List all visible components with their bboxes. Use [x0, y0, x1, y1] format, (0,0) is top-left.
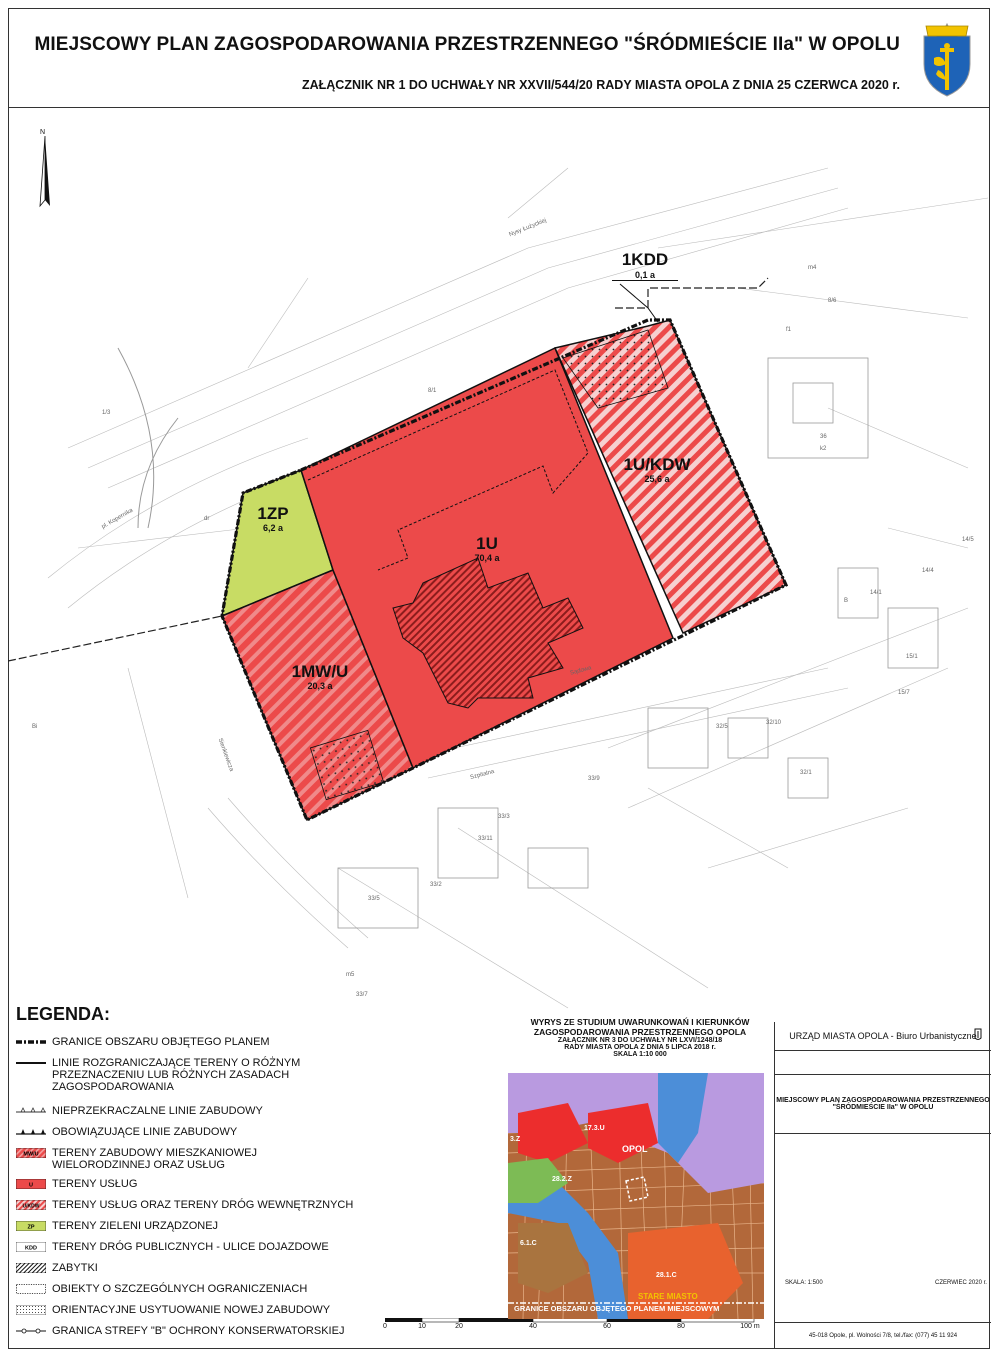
parcel-label: 33/9 — [588, 776, 600, 782]
svg-text:U: U — [29, 1182, 33, 1189]
parcel-label: 8/6 — [828, 298, 837, 304]
page-subtitle: ZAŁĄCZNIK NR 1 DO UCHWAŁY NR XXVII/544/20 RADY MIASTA OPOLA Z DNIA 25 CZERWCA 2020 r. — [301, 78, 900, 92]
inset-label: 3.Z — [510, 1136, 521, 1143]
special-objects-dotted-icon — [16, 1284, 46, 1294]
parcel-label: k2 — [820, 446, 827, 452]
scale-tick: 100 m — [740, 1323, 760, 1330]
parcel-label: 33/3 — [498, 814, 510, 820]
inset-label: STARE MIASTO — [638, 1292, 698, 1301]
plan-boundary-line-icon — [16, 1037, 46, 1047]
parcel-label: 33/2 — [430, 882, 442, 888]
road-curve — [118, 348, 154, 528]
inset-label: 6.1.C — [520, 1240, 537, 1247]
street-label: Sienkiewicza — [216, 737, 235, 773]
parcel-label: 33/5 — [368, 896, 380, 902]
zone-label-1u: 1U 70,4 a — [474, 534, 500, 563]
parcel-label: m5 — [346, 972, 355, 978]
zone-label-1ukdw: 1U/KDW 25,6 a — [623, 455, 691, 484]
ukdw-swatch-icon — [16, 1200, 46, 1210]
svg-text:MW/U: MW/U — [23, 1151, 39, 1158]
scale-bar — [385, 1318, 755, 1338]
mwu-swatch-icon — [16, 1148, 46, 1158]
scale-tick: 20 — [455, 1323, 463, 1330]
page-title: MIEJSCOWY PLAN ZAGOSPODAROWANIA PRZESTRZENNEGO "ŚRÓDMIEŚCIE IIa" W OPOLU — [34, 34, 900, 55]
street-label: Szpitalna — [469, 768, 496, 782]
stamp-date: CZERWIEC 2020 r. — [935, 1280, 987, 1286]
u-swatch-icon — [16, 1179, 46, 1189]
parcel-label: 15/1 — [906, 654, 918, 660]
north-label: N — [40, 129, 46, 136]
parcel-label: m4 — [808, 265, 817, 271]
opole-crest-icon — [916, 20, 978, 98]
mandatory-building-line-icon — [16, 1127, 46, 1137]
conservation-zone-line-north — [615, 278, 768, 308]
parcel-label: 32/5 — [716, 724, 728, 730]
parcel-label: Bi — [32, 724, 38, 730]
parcel-label: 1/3 — [102, 410, 111, 416]
parcel-label: 14/5 — [962, 537, 974, 543]
zone-label-1kdd: 1KDD 0,1 a — [612, 250, 678, 281]
parcel-label: 14/4 — [922, 568, 934, 574]
parcel-label: 14/1 — [870, 590, 882, 596]
parcel-label: 8/1 — [428, 388, 437, 394]
svg-text:KDD: KDD — [25, 1245, 37, 1252]
office-name: URZĄD MIASTA OPOLA - Biuro Urbanistyczne — [775, 1022, 991, 1051]
svg-text:ZP: ZP — [27, 1224, 35, 1231]
zone-label-1zp: 1ZP 6,2 a — [257, 504, 289, 533]
title-block — [774, 1022, 990, 1349]
scale-tick: 40 — [529, 1323, 537, 1330]
scale-tick: 80 — [677, 1323, 685, 1330]
parcel-label: 32/1 — [800, 770, 812, 776]
legend-title: LEGENDA: — [16, 1004, 110, 1024]
svg-text:U/KDW: U/KDW — [22, 1203, 40, 1210]
stamp-address: 45-018 Opole, pl. Wolności 7/8, tel./fax: (077) 45 11 924 — [775, 1322, 991, 1350]
inset-label: 28.1.C — [656, 1272, 677, 1279]
inset-label: OPOL — [622, 1144, 648, 1154]
conservation-zone-line-icon — [16, 1326, 46, 1336]
inset-study-map — [508, 1073, 764, 1319]
monument-hatch-icon — [16, 1263, 46, 1273]
plan-name: MIEJSCOWY PLAN ZAGOSPODAROWANIA PRZESTRZENNEGO "ŚRÓDMIEŚCIE IIa" W OPOLU — [775, 1074, 991, 1134]
street-label: Nysy Łużyckiej — [508, 217, 548, 239]
inset-label: 17.3.U — [584, 1125, 605, 1132]
parcel-label: f1 — [786, 327, 792, 333]
new-building-dots-icon — [16, 1305, 46, 1315]
scale-tick: 10 — [418, 1323, 426, 1330]
scale-tick: 60 — [603, 1323, 611, 1330]
street-label: Sądowa — [569, 665, 593, 677]
parcel-label: 32/10 — [766, 720, 782, 726]
stamp-scale: SKALA: 1:500 — [785, 1280, 823, 1286]
scale-tick: 0 — [383, 1323, 387, 1330]
inset-title: WYRYS ZE STUDIUM UWARUNKOWAŃ I KIERUNKÓW ZAGOSPODAROWANIA PRZESTRZENNEGO OPOLA ZAŁĄCZNIK NR 3 DO UCHWAŁY NR LXVI/1248/18 RADY MIASTA OPOLA Z DNIA 5 LIPCA 2018 r. SKALA 1:10 000 — [530, 1017, 750, 1058]
zp-swatch-icon — [16, 1221, 46, 1231]
office-logo-icon — [973, 1028, 983, 1042]
parcel-label: 33/7 — [356, 992, 368, 998]
parcel-label: 33/11 — [478, 836, 493, 842]
non-exceedable-building-line-icon — [16, 1106, 46, 1116]
parcel-label: dr — [204, 516, 210, 522]
inset-boundary-legend: GRANICE OBSZARU OBJĘTEGO PLANEM MIEJSCOWYM — [514, 1304, 720, 1313]
street-label: pl. Kopernika — [100, 507, 135, 531]
kdd-swatch-icon — [16, 1242, 46, 1252]
demarcation-line-icon — [16, 1058, 46, 1068]
parcel-label: 15/7 — [898, 690, 910, 696]
inset-label: 28.2.Z — [552, 1176, 572, 1183]
parcel-label: B — [844, 598, 849, 604]
parcel-label: 36 — [820, 434, 827, 440]
north-arrow-icon — [40, 136, 50, 206]
zone-label-1mwu: 1MW/U 20,3 a — [291, 662, 349, 691]
